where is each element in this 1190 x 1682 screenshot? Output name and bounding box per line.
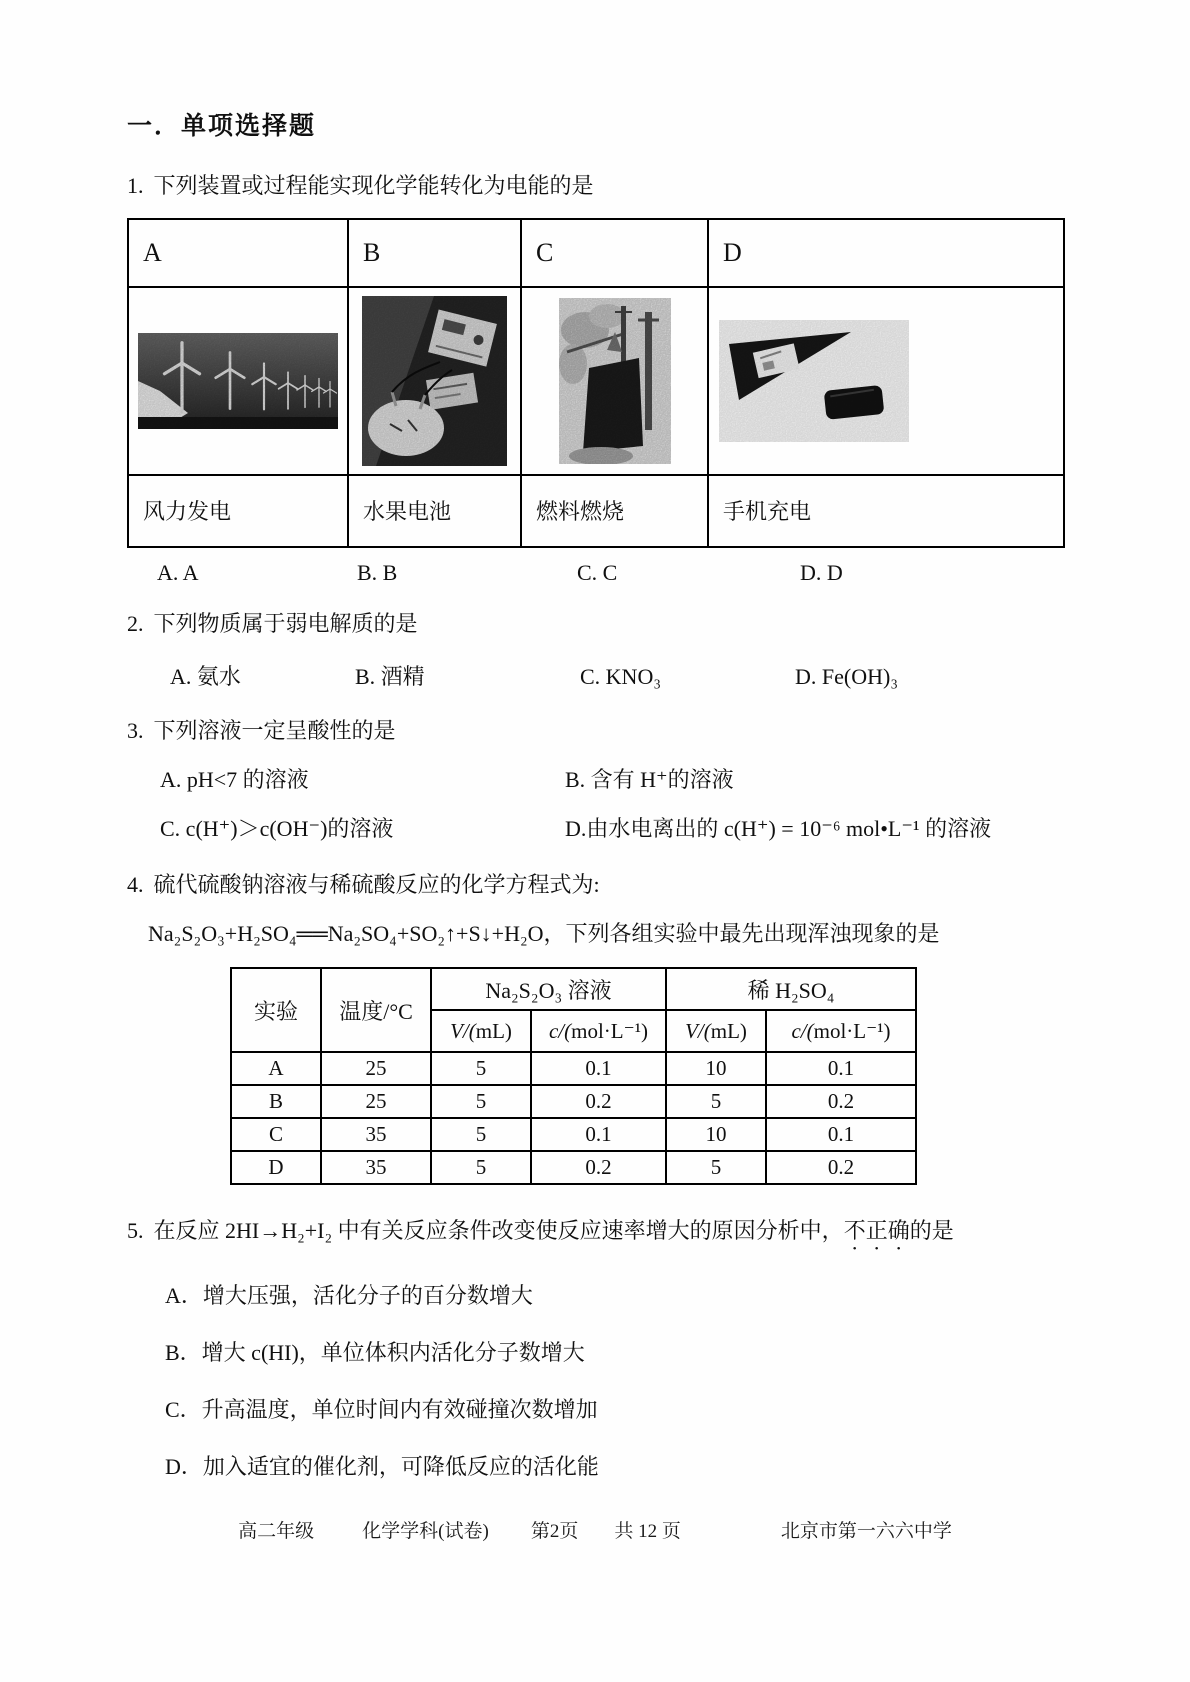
footer-page-number: 第2页	[530, 1521, 579, 1542]
cell-a-label: A	[231, 1052, 321, 1085]
data-table-row-b	[231, 1085, 916, 1118]
question-4-text: 硫代硫酸钠溶液与稀硫酸反应的化学方程式为:	[153, 871, 600, 897]
cell-a-c2: 0.1	[766, 1052, 916, 1085]
q1-option-a: A. A	[157, 559, 199, 585]
question-4-equation: Na₂S₂O₃+H₂SO₄══Na₂SO₄+SO₂↑+S↓+H₂O，下列各组实验中最先出现浑浊现象的是	[148, 920, 940, 946]
footer-grade: 高二年级	[238, 1521, 315, 1542]
q5-option-a: A．增大压强，活化分子的百分数增大	[165, 1283, 533, 1309]
q5-option-b: B．增大 c(HI)，单位体积内活化分子数增大	[165, 1340, 585, 1366]
question-1-text: 下列装置或过程能实现化学能转化为电能的是	[153, 173, 594, 198]
q2-option-b: B. 酒精	[355, 663, 425, 689]
section-title: 一．单项选择题	[127, 113, 317, 140]
image-cell-c	[521, 287, 708, 475]
data-table-header-row-1	[231, 968, 916, 1010]
question-1-picture-table	[127, 218, 1065, 548]
header-temperature: 温度/°C	[321, 968, 431, 1052]
footer-school-name: 北京市第一六六中学	[780, 1521, 952, 1542]
cell-d-c1: 0.2	[531, 1151, 666, 1184]
cell-b-v1: 5	[431, 1085, 531, 1118]
header-na2s2o3-solution: Na₂S₂O₃ 溶液	[431, 968, 666, 1010]
q3-option-c: C. c(H⁺)＞c(OH⁻)的溶液	[160, 815, 394, 841]
cell-c-c1: 0.1	[531, 1118, 666, 1151]
image-cell-a	[128, 287, 348, 475]
cell-c-v1: 5	[431, 1118, 531, 1151]
q3-option-d: D.由水电离出的 c(H⁺) = 10⁻⁶ mol•L⁻¹ 的溶液	[565, 815, 992, 841]
q1-option-d: D. D	[800, 559, 843, 585]
wind-farm-image	[138, 333, 338, 429]
fuel-burning-image	[559, 298, 671, 464]
question-1	[127, 170, 1063, 202]
header-volume-2: V/(mL)	[666, 1010, 766, 1052]
cell-b-c1: 0.2	[531, 1085, 666, 1118]
q5-text-emphasized: 不正确	[843, 1218, 910, 1244]
question-2-text: 下列物质属于弱电解质的是	[153, 610, 418, 636]
question-2-options	[127, 660, 1063, 691]
question-4-data-table	[230, 967, 917, 1185]
cell-d-label: D	[231, 1151, 321, 1184]
cell-c-c2: 0.1	[766, 1118, 916, 1151]
question-1-options	[127, 560, 1063, 586]
q1-option-c: C. C	[577, 559, 618, 585]
cell-b-v2: 5	[666, 1085, 766, 1118]
cell-c-v2: 10	[666, 1118, 766, 1151]
header-experiment: 实验	[231, 968, 321, 1052]
question-5	[127, 1215, 1063, 1255]
question-1-number: 1.	[127, 173, 144, 198]
q3-option-a: A. pH<7 的溶液	[160, 766, 309, 792]
caption-fruit-battery: 水果电池	[348, 475, 521, 547]
cell-b-temp: 25	[321, 1085, 431, 1118]
footer-subject: 化学学科(试卷)	[362, 1521, 489, 1542]
q5-option-c: C．升高温度，单位时间内有效碰撞次数增加	[165, 1396, 598, 1422]
q5-text-after: 的是	[909, 1218, 954, 1244]
data-table-row-c	[231, 1118, 916, 1151]
header-cell-d: D	[708, 219, 1064, 287]
header-concentration-1: c/(mol·L⁻¹)	[531, 1010, 666, 1052]
page-content	[127, 106, 1063, 1483]
caption-wind-power: 风力发电	[128, 475, 348, 547]
picture-table-caption-row	[128, 475, 1064, 547]
cell-a-v2: 10	[666, 1052, 766, 1085]
cell-a-temp: 25	[321, 1052, 431, 1085]
cell-a-v1: 5	[431, 1052, 531, 1085]
footer-total-pages: 共 12 页	[614, 1521, 681, 1542]
image-cell-d	[708, 287, 1064, 475]
cell-c-label: C	[231, 1118, 321, 1151]
cell-d-c2: 0.2	[766, 1151, 916, 1184]
fruit-battery-image	[362, 296, 507, 466]
cell-c-temp: 35	[321, 1118, 431, 1151]
question-4	[127, 869, 1063, 901]
header-concentration-2: c/(mol·L⁻¹)	[766, 1010, 916, 1052]
picture-table-image-row	[128, 287, 1064, 475]
q2-option-a: A. 氨水	[170, 663, 241, 689]
header-cell-b: B	[348, 219, 521, 287]
caption-phone-charging: 手机充电	[708, 475, 1064, 547]
question-3	[127, 715, 1063, 747]
image-cell-b	[348, 287, 521, 475]
cell-b-label: B	[231, 1085, 321, 1118]
q1-option-b: B. B	[357, 559, 398, 585]
cell-d-v2: 5	[666, 1151, 766, 1184]
data-table-row-a	[231, 1052, 916, 1085]
question-3-options-row-1	[127, 763, 1063, 794]
caption-fuel-burning: 燃料燃烧	[521, 475, 708, 547]
data-table-row-d	[231, 1151, 916, 1184]
header-dilute-h2so4: 稀 H₂SO₄	[666, 968, 916, 1010]
header-volume-1: V/(mL)	[431, 1010, 531, 1052]
header-cell-c: C	[521, 219, 708, 287]
question-3-text: 下列溶液一定呈酸性的是	[153, 717, 396, 743]
question-5-number: 5.	[127, 1218, 144, 1244]
q2-option-d: D. Fe(OH)₃	[795, 663, 898, 689]
cell-d-v1: 5	[431, 1151, 531, 1184]
picture-table-header-row	[128, 219, 1064, 287]
question-2	[127, 608, 1063, 640]
phone-charging-image	[719, 320, 909, 442]
question-5-text	[154, 1215, 954, 1255]
q2-option-c: C. KNO₃	[580, 663, 662, 689]
cell-d-temp: 35	[321, 1151, 431, 1184]
q5-text-before: 在反应 2HI→H₂+I₂ 中有关反应条件改变使反应速率增大的原因分析中，	[153, 1218, 844, 1244]
cell-a-c1: 0.1	[531, 1052, 666, 1085]
question-4-number: 4.	[127, 871, 144, 897]
q5-option-d: D．加入适宜的催化剂，可降低反应的活化能	[165, 1453, 599, 1479]
question-3-options-row-2	[127, 812, 1063, 843]
header-cell-a: A	[128, 219, 348, 287]
page-footer	[0, 1516, 1190, 1543]
cell-b-c2: 0.2	[766, 1085, 916, 1118]
q3-option-b: B. 含有 H⁺的溶液	[565, 766, 734, 792]
question-2-number: 2.	[127, 610, 144, 636]
question-3-number: 3.	[127, 717, 144, 743]
